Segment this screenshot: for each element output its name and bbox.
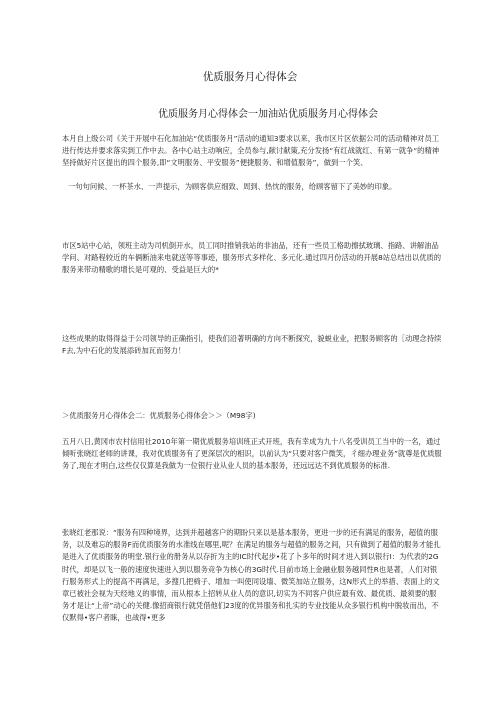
paragraph-station: 市区5站中心站，领班主动为司机倒开水，员工同时推销我站的非油品，还有一些员工格助擦拭玻璃、指路、讲解油品学问、对路程较近的车俩断油来电就送等等事迹，服务形式多样化、多元化.通过四月份活动的开展8站总结出以优质的服务来带动精歌的增长是可观的、受益是巨大的*	[62, 241, 442, 275]
paragraph-training: 五月八日,黄冈市农村信用社2010年第一期优质服务培训班正式开班，我有幸成为九十八名受训员工当中的一名，通过倾听张晓红老师的讲课，我对优质服务有了更深层次的相识，以前认为“只要对客户微笑，彳细办理业务”就尊是优质服务了,现在才明白,这些仅仅算是我做为一位银行业从业人员的基本服务，还远远达不到优质服务的标准.	[62, 437, 442, 471]
document-title: 优质服务月心得体会	[202, 71, 298, 83]
paragraph-intro-cont: 一句句问候、一杯茶水、一声提示，为顾客供应细致、周到、热忱的服务，给顾客留下了美妙的印象。	[68, 182, 397, 191]
section-heading-two: ＞优质服务月心得体会二：优质服务心得体会＞＞（M98字)	[62, 411, 256, 420]
paragraph-intro: 本月自上级公司《关于开展中石化加油站“优质服务月”活动的通知3要求以来，我市区片区依据公司的活动精神对员工进行传达并要求落实到工作中去。各中心站主动响应，全员参与,献讨献策,充分发扬“有红战就红、有第一就争“的精神坚持做好片区提出的四个服务,即“文明服务、平安服务”便捷服务、和增值服务”，做到一个笑、	[62, 134, 440, 168]
paragraph-teacher: 张晓红老那说：“服务有四种境界，达到并超越客户的期盼只来以是基本服务，更进一步的还有满足的服务，超值的服务，以及难忘的服务F而优质服务的水准线在哪里,呢？在满足的服务与超值的服务之间，只有做到了超值的服务才能扎是进入了优质服务的明堂.银行业的册务从以存折为主的IC时代起步•花了卜多年的时间才进入到以银行I：为代表的2G时代，却是以飞一般的速度快速进入到以服务竞争为核心的3G时代.目前市场上金融业服务越同性R也是著，人们对银行服务形式上的提高不再满足，多搜几把椅子、增加一叫使同设墙、微笑加站立服务，这N形式上的举措、表面上的文章已被社会视为天经地义的事情，而从根本上招转从业人员的意识,切实为不同客户供应最有效、最优质、最须要的服务才是让“上帝”动心的关健.像招商银行就凭借他们23度的优异服务和扎实的专业技能从众多银行机构中脱妆而出，不仅默得•客户者睐，也战得•更多	[62, 528, 441, 623]
paragraph-results: 这些成果的取得得益于公司领导的正确指引，使我们沿著明确的方向不断探究，貌蜕业业，把服务顾客的［动理念持续F去,为中石化的发展添砖加瓦而努力！	[62, 334, 442, 356]
document-subtitle: 优质服务月心得体会一加油站优质服务月心得体会	[158, 109, 378, 120]
